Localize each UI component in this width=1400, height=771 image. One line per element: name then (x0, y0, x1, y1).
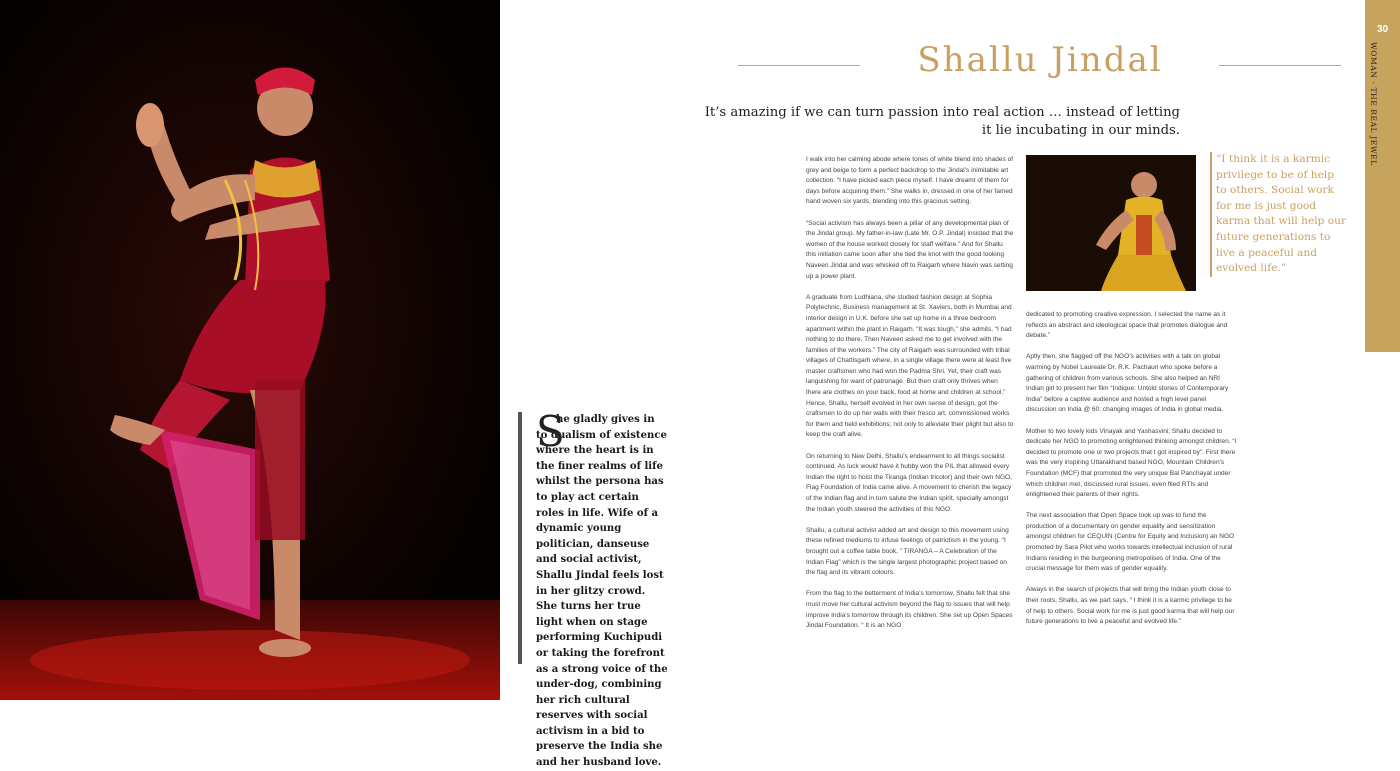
section-tab (1365, 0, 1400, 352)
paragraph: The next association that Open Space took up was to fund the production of a documentary on gender equality and sensitization amongst children for CEQUIN (Centre for Equity and Inclusion) an NGO promoted by Sara Pilot who works towards intellectual inclusion of rural Indians residing in the burgeoning metropolises of India. One of the crucial message for them was of gender equality. (1026, 512, 1235, 573)
intro-text-body: he gladly gives in to dualism of existence where the heart is in the finer realms of life whilst the persona has to play act certain roles in life. Wife of a dynamic young politician, danseuse and social activist, Shallu Jindal feels lost in her glitzy crowd. She turns her true light when on stage performing Kuchipudi or taking the forefront as a strong voice of the under-dog, combining her rich cultural reserves with social activism in a bid to preserve the India she and her husband love. (536, 414, 668, 769)
paragraph: Aptly then, she flagged off the NGO’s activities with a talk on global warming by Nobel Laureate Dr. R.K. Pachauri who spoke before a gathering of children from various schools. She also helped an NRI Indian girl to present her film “Indique: Untold stories of Contemporary India” before a captive audience and hosted a high level panel discussion on India @ 60: changing images of India in global media. (1026, 353, 1229, 414)
paragraph: Always in the search of projects that will bring the Indian youth close to their roots, Shallu, as we part says, “ I think it is a karmic privilege to be of help to others. Social work for me is just good karma that will help our future generations to live a peaceful and evolved life.” (1026, 586, 1235, 626)
intro-text (536, 407, 668, 771)
paragraph: Shallu, a cultural activist added art and design to this movement using these refined mediums to infuse feelings of patriotism in the young. “I brought out a coffee table book, ” TIRANGA – A Celebration of the Indian Flag” which is the single largest photographic project based on the flag and its vibrant colours. (806, 526, 1009, 577)
paragraph: A graduate from Ludhiana, she studied fashion design at Sophia Polytechnic, Business management at St. Xaviers, both in Mumbai and interior design in U.K. before she set up home in a three bedroom apartment within the plant in Raigarh. “It was tough,” she admits. “I had nothing to do there. Then Naveen asked me to get involved with the families of the workers.” The city of Raigarh was surrounded with tribal villages of Chattisgarh where, in a single village there were at least five master craftsmen who had won the Padma Shri. Yet, their craft was languishing for want of patronage. But then craft only thrives when there are clothes on your back, food at home and children at school.” Hence, Shallu, herself evolved in her own sense of design, got the craftsmen to do up her walls with their fresco art, commissioned works for them and held exhibitions; not only to alleviate their plight but also to keep the craft alive. (806, 293, 1014, 439)
paragraph: I walk into her calming abode where tones of white blend into shades of grey and beige to form a perfect backdrop to the Jindal’s inimitable art collection. “I have picked each piece myself. I have dreamt of them for days before acquiring them.” She walks in, dressed in one of her famed hand woven six yards, blending into this gracious setting. (806, 156, 1014, 206)
article-column-1 (806, 155, 1014, 642)
title-rule-right (1219, 65, 1341, 66)
article-subtitle: It’s amazing if we can turn passion into real action … instead of letting it lie incubating in our minds. (704, 105, 1180, 138)
inset-photo (1026, 155, 1196, 291)
paragraph: Mother to two lovely kids Vinayak and Yashasvini, Shallu decided to dedicate her NGO to promoting enlightened thinking amongst children. “I decided to promote one or two projects that I got inspired by”. First there was the very inspiring Uttarakhand based NGO, Mountain Children’s Foundation (MCF) that promoted the very unique Bal Panchayat under which children met, discussed rural issues, even filed RTIs and enlightened their parents of their rights. (1026, 427, 1237, 499)
title-rule-left (738, 65, 860, 66)
page-number: 30 (1376, 24, 1389, 35)
article-title: Shallu Jindal (917, 40, 1163, 80)
paragraph: On returning to New Delhi, Shallu’s endearment to all things socialist continued. As luck would have it hubby won the PIL that allowed every Indian the right to hoist the Tiranga (Indian tricolor) and their own NGO, Flag Foundation of India came alive. A movement to cherish the legacy of the Indian flag and in turn salute the Indian spirit, specially amongst the Indian youth steered the activities of this NGO. (806, 452, 1012, 513)
paragraph: From the flag to the betterment of India’s tomorrow, Shallu felt that she must move her cultural activism beyond the flag to issues that will help improve India’s tomorrow through its children. She set up Open Spaces Jindal Foundation. “ It is an NGO (806, 590, 1013, 630)
section-label: WOMAN · THE REAL JEWEL (1369, 42, 1378, 166)
paragraph: “Social activism has always been a pillar of any developmental plan of the Jindal group. My father-in-law (Late Mr. O.P. Jindal) insisted that the women of the house worked closely for staff welfare.” And for Shallu this initiation came soon after she tied the knot with the good looking Naveen Jindal and was whisked off to Raigarh where Navin was setting up a power plant. (806, 219, 1014, 280)
article-column-2 (1026, 310, 1238, 638)
inset-illustration (1026, 155, 1196, 291)
dancer-illustration (0, 0, 500, 700)
pull-quote: “I think it is a karmic privilege to be of help to others. Social work for me is just good karma that will help our future generations to live a peaceful and evolved life.” (1210, 152, 1348, 277)
intro-dropcap: S (536, 407, 565, 456)
paragraph: dedicated to promoting creative expression. I selected the name as it reflects an abstract and ideological space that promotes dialogue and debate.” (1026, 311, 1228, 340)
intro-block (518, 407, 668, 769)
dancer-photo (0, 0, 500, 700)
